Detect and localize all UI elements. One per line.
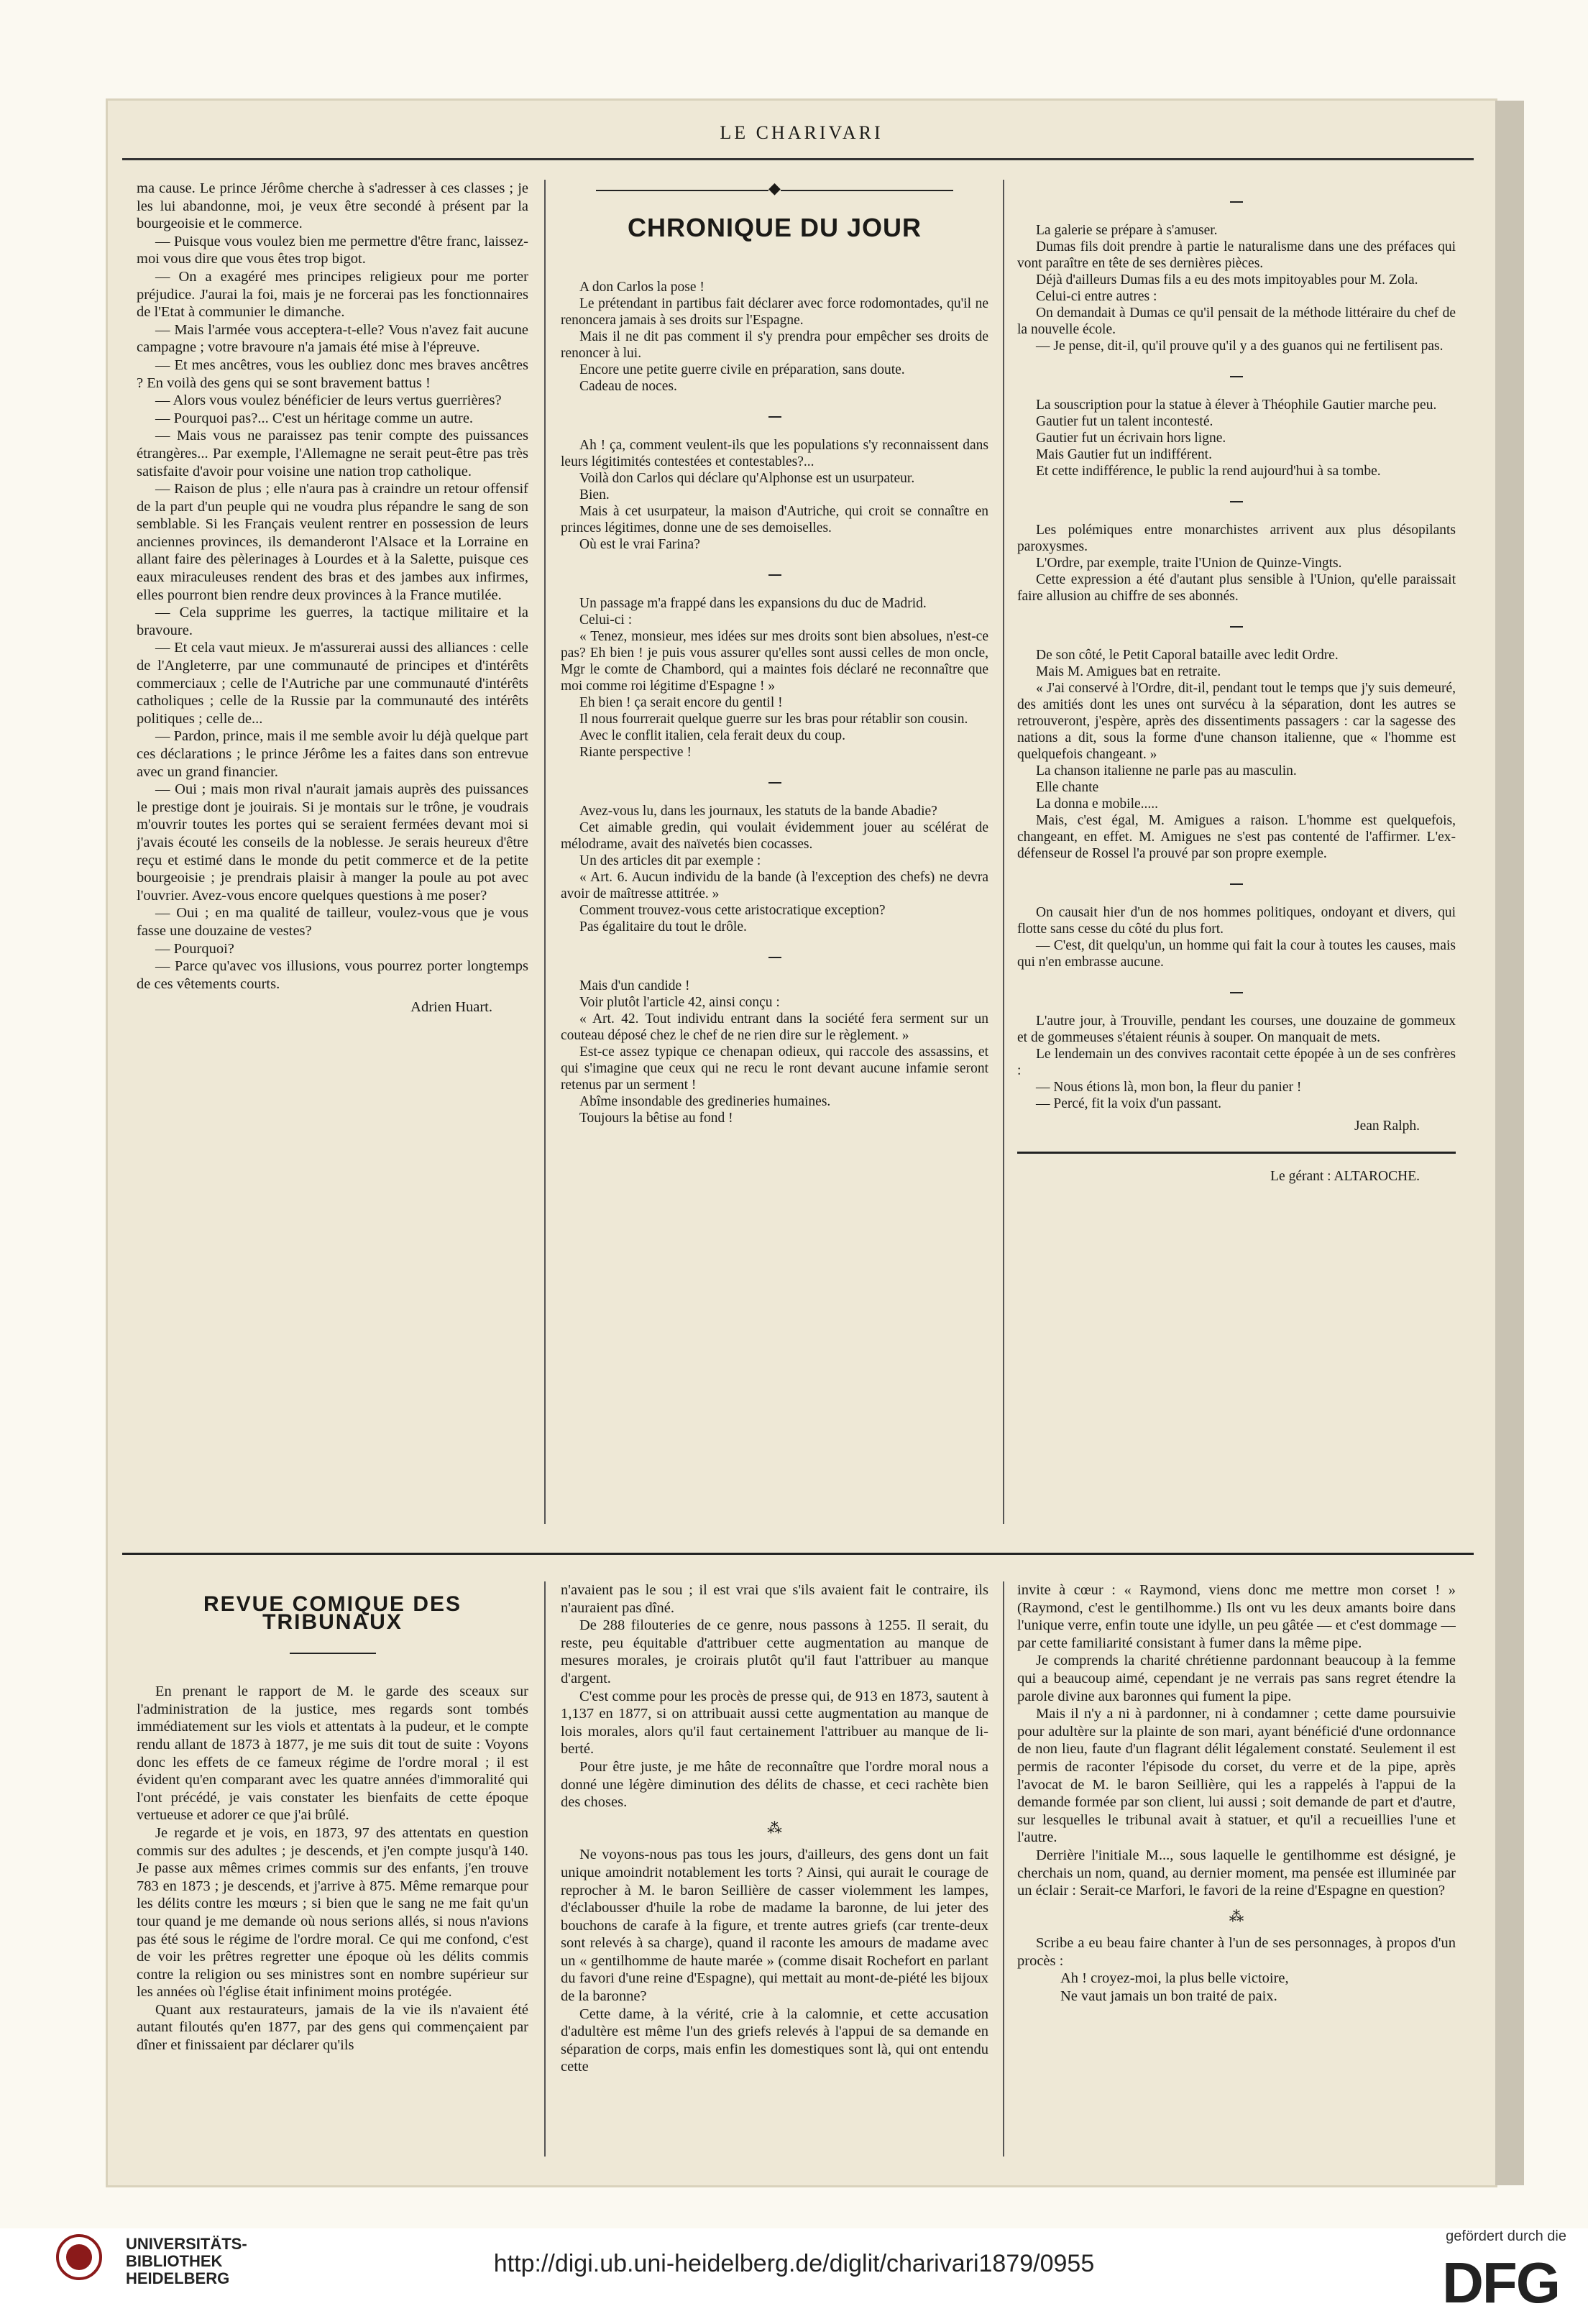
asterism: ⁂ [767, 1820, 782, 1837]
revue-column-3 [1017, 1581, 1456, 2164]
section-separator [561, 566, 988, 582]
section-rule [122, 1553, 1474, 1555]
paragraph: Où est le vrai Farina? [579, 537, 700, 552]
paragraph: — Puisque vous voulez bien me permettre d'être franc, laissez-moi vous dire que vous êtes trop bigot. [137, 233, 528, 267]
paragraph: La donna e mobile..... [1036, 796, 1159, 812]
paragraph: — Percé, fit la voix d'un passant. [1036, 1096, 1222, 1111]
paragraph: invite à cœur : « Raymond, viens donc me mettre mon corset ! » (Raymond, c'est le gentilhomme.) Ils ont vu les deux amants boire dans l'unique verre, enfin toute une idylle, un peu gâtée — et c'est dommage — par cette familiarité consistant à fumer dans la même pipe. [1017, 1582, 1456, 1651]
page-edge [1495, 101, 1524, 2185]
permalink[interactable]: http://digi.ub.uni-heidelberg.de/diglit/charivari1879/0955 [493, 2250, 1095, 2277]
paragraph: Voir plutôt l'article 42, ainsi conçu : [579, 995, 780, 1010]
paragraph: Celui-ci entre autres : [1036, 289, 1157, 304]
paragraph: En prenant le rapport de M. le garde des sceaux sur l'administration de la justice, mes regards sont tombés immédiatement sur les viols et attentats à la pudeur, et le compte rendu allant de 1873 à 1877, je me suis dit tout de suite : Voyons donc les effets de ce fameux régime de l'ordre moral ; il est évident qu'en comparant avec les quatre années d'immoralité qui l'ont précédé, je vais constater les bienfaits de cette époque vertueuse et adorer ce que j'ai brûlé. [137, 1684, 528, 1824]
paragraph: — Et cela vaut mieux. Je m'assurerai aussi des alliances : celle de l'Angleterre, par une communauté de principes et d'intérêts commerciaux ; celle de l'Autriche par une communauté d'intérêts catholiques ; celle de la Russie par la communauté des intérêts politiques ; celle de... [137, 640, 528, 727]
paragraph: Scribe a eu beau faire chanter à l'un de ses personnages, à propos d'un procès : [1017, 1935, 1456, 1969]
section-separator [561, 948, 988, 965]
paragraph: Abîme insondable des gredineries humaines. [579, 1094, 831, 1109]
section-separator [1017, 193, 1456, 209]
title-rule [290, 1653, 376, 1654]
paragraph: — Et mes ancêtres, vous les oubliez donc mes braves ancêtres ? En voilà des gens qui se sont bravement battus ! [137, 357, 528, 391]
paragraph: Je comprends la charité chrétienne pardonnant beaucoup à la femme qui a beaucoup aimé, cependant je ne verrais pas sans regret étendre la parole divine aux baronnes qui fument la pipe. [1017, 1653, 1456, 1704]
paragraph: Celui-ci : [579, 612, 633, 628]
paragraph: Déjà d'ailleurs Dumas fils a eu des mots impitoyables pour M. Zola. [1036, 272, 1418, 288]
section-separator [561, 408, 988, 424]
paragraph: Cette dame, à la vérité, crie à la calomnie, et cette accusation d'adultère est même l'un des griefs relevés à l'appui de sa demande en séparation de corps, mais enfin les domestiques sont là, qui ont entendu cette [561, 2006, 988, 2075]
paragraph: De son côté, le Petit Caporal bataille avec ledit Ordre. [1036, 648, 1339, 663]
funded-by-label: gefördert durch die [1446, 2228, 1566, 2244]
paragraph: — Pourquoi pas?... C'est un héritage comme un autre. [155, 410, 474, 426]
paragraph: Et cette indifférence, le public la rend aujourd'hui à sa tombe. [1036, 464, 1381, 479]
paragraph: — Parce qu'avec vos illusions, vous pourrez porter longtemps de ces vêtements courts. [137, 958, 528, 992]
paragraph: Bien. [579, 487, 610, 502]
paragraph: — Oui ; mais mon rival n'aurait jamais auprès des puissances le prestige dont je jouirais. Si je montais sur le trône, je voudrais m'ouvrir toutes les portes qui se seraient fermées devant moi si j'avais écouté les conseils de la noblesse. Je serais heureux d'être reçu et estimé dans le monde du petit commerce et de la petite bourgeoisie ; je prendrais plaisir à manger la poule au pot avec l'ouvrier. Avez-vous encore quelques questions à me poser? [137, 781, 528, 904]
paragraph: Derrière l'initiale M..., sous laquelle le gentilhomme est désigné, je cherchais un nom, quand, au dernier moment, ma pensée est illuminée par un éclair : Serait-ce Marfori, le favori de la reine d'Espagne en question? [1017, 1847, 1456, 1899]
paragraph: Est-ce assez typique ce chenapan odieux, qui raccole des assassins, et qui s'imagine que ceux qui ne recu le ront devant aucune infamie seront retenus par un serment ! [561, 1044, 988, 1093]
paragraph: Pour être juste, je me hâte de reconnaître que l'ordre moral nous a donné une légère diminution des délits de chasse, et ceci rachète bien des choses. [561, 1758, 988, 1811]
paragraph: L'autre jour, à Trouville, pendant les courses, une douzaine de gommeux et de gommeuses s'étaient réunis à souper. On manquait de mets. [1017, 1014, 1456, 1045]
paragraph: Les polémiques entre monarchistes arrivent aux plus désopilants paroxysmes. [1017, 523, 1456, 554]
paragraph: Cette expression a été d'autant plus sensible à l'Union, qu'elle paraissait faire allusion au chiffre de ses abonnés. [1017, 572, 1456, 604]
paragraph: Ne vaut jamais un bon traité de paix. [1060, 1988, 1277, 2005]
revue-title: REVUE COMIQUE DES TRIBUNAUX [203, 1592, 462, 1634]
section-separator [1017, 875, 1456, 891]
paragraph: — Nous étions là, mon bon, la fleur du panier ! [1036, 1080, 1302, 1095]
paragraph: Cadeau de noces. [579, 379, 677, 394]
rule [1017, 1152, 1456, 1154]
dfg-logo[interactable]: DFG [1442, 2251, 1559, 2315]
paragraph: Voilà don Carlos qui déclare qu'Alphonse est un usurpateur. [579, 471, 915, 486]
column-divider [544, 180, 546, 1524]
paragraph: Riante perspective ! [579, 745, 692, 760]
section-separator [1017, 492, 1456, 509]
paragraph: Avez-vous lu, dans les journaux, les statuts de la bande Abadie? [579, 804, 937, 819]
paragraph: — Alors vous voulez bénéficier de leurs vertus guerrières? [155, 392, 502, 409]
paragraph: ma cause. Le prince Jérôme cherche à s'adresser à ces classes ; je les lui abandonne, moi, je veux être secondé à présent par la bourgeoisie et le commerce. [137, 180, 528, 232]
paragraph: « Art. 6. Aucun individu de la bande (à l'exception des chefs) ne devra avoir de maîtresse attitrée. » [561, 870, 988, 901]
paragraph: — C'est, dit quelqu'un, un homme qui fait la cour à toutes les causes, mais qui n'en embrasse aucune. [1017, 938, 1456, 970]
paragraph: « Tenez, monsieur, mes idées sur mes droits sont bien absolues, n'est-ce pas? Eh bien ! je puis vous assurer qu'elles sont aussi celles de mon oncle, Mgr le comte de Chambord, qui a maintes fois déclaré ne reconnaître que moi comme roi légitime d'Espagne ! » [561, 629, 988, 694]
paragraph: Gautier fut un talent incontesté. [1036, 414, 1213, 429]
paragraph: Ah ! croyez-moi, la plus belle victoire, [1060, 1970, 1289, 1987]
paragraph: Ah ! ça, comment veulent-ils que les populations s'y reconnaissent dans leurs légitimités contestées et contestables?... [561, 438, 988, 469]
paragraph: Mais, c'est égal, M. Amigues a raison. L'homme est quelquefois, changeant, en effet. M. Amigues ne s'est pas contenté de l'affirmer. L'ex-défenseur de Rossel l'a prouvé par son propre exemple. [1017, 813, 1456, 861]
newspaper-page [108, 101, 1495, 2185]
paragraph: Mais M. Amigues bat en retraite. [1036, 664, 1221, 679]
paragraph: Un passage m'a frappé dans les expansions du duc de Madrid. [579, 596, 927, 611]
column-divider [544, 1581, 546, 2157]
paragraph: « J'ai conservé à l'Ordre, dit-il, pendant tout le temps que j'y suis demeuré, des amitiés dont les unes ont survécu à la séparation, dont les autres se retrouveront, j'espère, après des dissentiments passagers : car la sagesse des nations a dit, sous la forme d'une chanson italienne, que « l'homme est quelquefois changeant. » [1017, 681, 1456, 762]
paragraph: Il nous fourrerait quelque guerre sur les bras pour rétablir son cousin. [579, 712, 968, 727]
paragraph: Mais à cet usurpateur, la maison d'Autriche, qui croit se connaître en princes légitimes, donne une de ses demoiselles. [561, 504, 988, 536]
paragraph: Encore une petite guerre civile en préparation, sans doute. [579, 362, 905, 377]
paragraph: De 288 filouteries de ce genre, nous passons à 1255. Il serait, du reste, peu équitable d'attribuer cette augmentation au manque de mesures morales, je croirais plutôt qu'il faut l'attribuer au manque d'argent. [561, 1617, 988, 1686]
paragraph: — Pourquoi? [155, 940, 234, 957]
section-separator [1017, 617, 1456, 634]
paragraph: Comment trouvez-vous cette aristocratique exception? [579, 903, 886, 918]
signature: Jean Ralph. [1354, 1119, 1420, 1134]
paragraph: — Pardon, prince, mais il me semble avoir lu déjà quelque part ces déclarations ; le prince Jérôme les a faites dans son entrevue avec un grand financier. [137, 728, 528, 780]
paragraph: « Art. 42. Tout individu entrant dans la société fera serment sur un couteau déposé chez le chef de ne rien dire sur le règlement. » [561, 1011, 988, 1043]
column-divider [1003, 1581, 1004, 2157]
paragraph: La chanson italienne ne parle pas au masculin. [1036, 763, 1297, 779]
paragraph: Le lendemain un des convives racontait cette épopée à un de ses confrères : [1017, 1047, 1456, 1078]
paragraph: On demandait à Dumas ce qu'il pensait de la méthode littéraire du chef de la nouvelle école. [1017, 306, 1456, 337]
paragraph: Je regarde et je vois, en 1873, 97 des attentats en question commis sur des adultes ; je descends, et j'en compte jusqu'à 140. Je passe aux mêmes crimes commis sur des enfants, j'en trouve 783 en 1873 ; je descends, et j'arrive à 875. Même remarque pour les délits contre les mœurs ; si bien que le sang ne me fait qu'un tour quand je me demande où nous serions allés, si nous n'avions pas été sous le régime de l'ordre moral. Ce qui me confond, c'est de voir les prêtres regretter une époque où les délits commis contre la religion ou ses ministres sont en nombre supérieur sur les années où l'église était infiniment moins protégée. [137, 1824, 528, 2001]
paragraph: Eh bien ! ça serait encore du gentil ! [579, 695, 783, 710]
paragraph: Pas égalitaire du tout le drôle. [579, 919, 747, 934]
paragraph: — Cela supprime les guerres, la tactique militaire et la bravoure. [137, 605, 528, 638]
paragraph: Cet aimable gredin, qui voulait évidemment jouer au scélérat de mélodrame, avait des naïvetés bien cocasses. [561, 820, 988, 852]
column-3 [1017, 180, 1456, 1596]
paragraph: — Oui ; en ma qualité de tailleur, voulez-vous que je vous fasse une douzaine de vestes? [137, 905, 528, 939]
paragraph: Toujours la bêtise au fond ! [579, 1111, 733, 1126]
paragraph: Ne voyons-nous pas tous les jours, d'ailleurs, des gens dont un fait unique amoindrit notablement les torts ? Ainsi, qui aurait le courage de reprocher à M. le baron Seillière de casser violemment les lampes, d'éclabousser d'huile la robe de madame la baronne, de lui jeter des bouchons de carafe à la figure, et trente autres griefs (car trente-deux sont relevés à sa charge), quand il raconte les amours de madame avec un « gentilhomme de haute marée » (comme disait Rochefort en parlant du favori d'une reine d'Espagne), qui mettait au mont-de-piété les bijoux de la baronne? [561, 1847, 988, 2005]
revue-column-2 [561, 1581, 988, 2164]
paragraph: La galerie se prépare à s'amuser. [1036, 223, 1218, 238]
paragraph: Quant aux restaurateurs, jamais de la vie ils n'avaient été autant filoutés qu'en 1877, par des gens qui commençaient par dîner et finissaient par déclarer qu'ils [137, 2001, 528, 2054]
paragraph: — Raison de plus ; elle n'aura pas à craindre un retour offensif de la part d'un peuple qui ne voudra plus répandre le sang de son semblable. Si les Français veulent rentrer en possession de leurs anciennes provinces, ils demanderont l'Alsace et la Lorraine en allant faire des pèlerinages à Lourdes et à la Salette, puisque ces eaux miraculeuses rendent des bras et des jambes aux infirmes, elles pourront bien rendre deux provinces à la France mutilée. [137, 481, 528, 603]
signature: Le gérant : ALTAROCHE. [1270, 1169, 1420, 1184]
chronique-column [561, 180, 988, 1596]
paragraph: Le prétendant in partibus fait déclarer avec force rodomontades, qu'il ne renoncera jamais à ses droits sur l'Espagne. [561, 296, 988, 328]
chronique-body [561, 279, 988, 1126]
ornament-rule: ◆ [561, 180, 988, 198]
paragraph: On causait hier d'un de nos hommes politiques, ondoyant et divers, qui flotte sans cesse du côté du plus fort. [1017, 905, 1456, 937]
signature: Adrien Huart. [410, 999, 492, 1016]
section-separator [1017, 367, 1456, 384]
chronique-title: CHRONIQUE DU JOUR [627, 213, 922, 242]
paragraph: — Mais vous ne paraissez pas tenir compte des puissances étrangères... Par exemple, l'Allemagne ne serait peut-être pas très satisfaite d'avoir pour voisine une nation trop catholique. [137, 428, 528, 479]
paragraph: n'avaient pas le sou ; il est vrai que s'ils avaient fait le contraire, ils n'auraient pas dîné. [561, 1582, 988, 1616]
header-rule [122, 158, 1474, 160]
paragraph: Elle chante [1036, 780, 1099, 795]
paragraph: L'Ordre, par exemple, traite l'Union de Quinze-Vingts. [1036, 556, 1342, 571]
paragraph: — Mais l'armée vous acceptera-t-elle? Vous n'avez fait aucune campagne ; votre bravoure n'a jamais été mise à l'épreuve. [137, 321, 528, 356]
paragraph: Mais Gautier fut un indifférent. [1036, 447, 1212, 462]
column-divider [1003, 180, 1004, 1524]
paragraph: C'est comme pour les procès de presse qui, de 913 en 1873, sautent à 1,137 en 1877, si on attribuait aussi cette augmentation au manque de lois morales, alors qu'il faut certainement l'attribuer au manque de liberté. [561, 1688, 988, 1758]
paragraph: A don Carlos la pose ! [579, 280, 704, 295]
paragraph: — On a exagéré mes principes religieux pour me porter préjudice. J'aurai la foi, mais je ne forcerai pas les fonctionnaires de l'Etat à communier le dimanche. [137, 268, 528, 321]
paragraph: Dumas fils doit prendre à partie le naturalisme dans une des préfaces qui vont paraître en tête de ses dernières pièces. [1017, 239, 1456, 271]
paragraph: Un des articles dit par exemple : [579, 853, 761, 868]
masthead: LE CHARIVARI [720, 122, 884, 143]
paragraph: Avec le conflit italien, cela ferait deux du coup. [579, 728, 845, 743]
paragraph: — Je pense, dit-il, qu'il prouve qu'il y a des guanos qui ne fertilisent pas. [1036, 339, 1444, 354]
section-separator [1017, 983, 1456, 1000]
paragraph: Mais il n'y a ni à pardonner, ni à condamner ; cette dame poursuivie pour adultère sur la plainte de son mari, ayant bénéficié d'une ordonnance de non lieu, faute d'un flagrant délit légalement constaté. Seulement il est permis de raconter l'épisode du corset, du verre et de la pipe, après l'avocat de M. le baron Seillière, qui les a rappelés à l'appui de la demande formée par son client, lui aussi ; soit demande de part et d'autre, sur lesquelles le tribunal avait à statuer, et qu'il a recueillies l'une et l'autre. [1017, 1706, 1456, 1846]
asterism: ⁂ [1229, 1909, 1244, 1925]
paragraph: Mais d'un candide ! [579, 978, 690, 993]
library-name[interactable]: UNIVERSITÄTS- BIBLIOTHEK HEIDELBERG [126, 2235, 247, 2287]
revue-column-1 [137, 1581, 528, 2164]
paragraph: La souscription pour la statue à élever à Théophile Gautier marche peu. [1036, 398, 1437, 413]
paragraph: Mais il ne dit pas comment il s'y prendra pour empêcher ses droits de renoncer à lui. [561, 329, 988, 361]
column-1 [137, 180, 528, 1596]
section-separator [561, 773, 988, 790]
paragraph: Gautier fut un écrivain hors ligne. [1036, 431, 1226, 446]
